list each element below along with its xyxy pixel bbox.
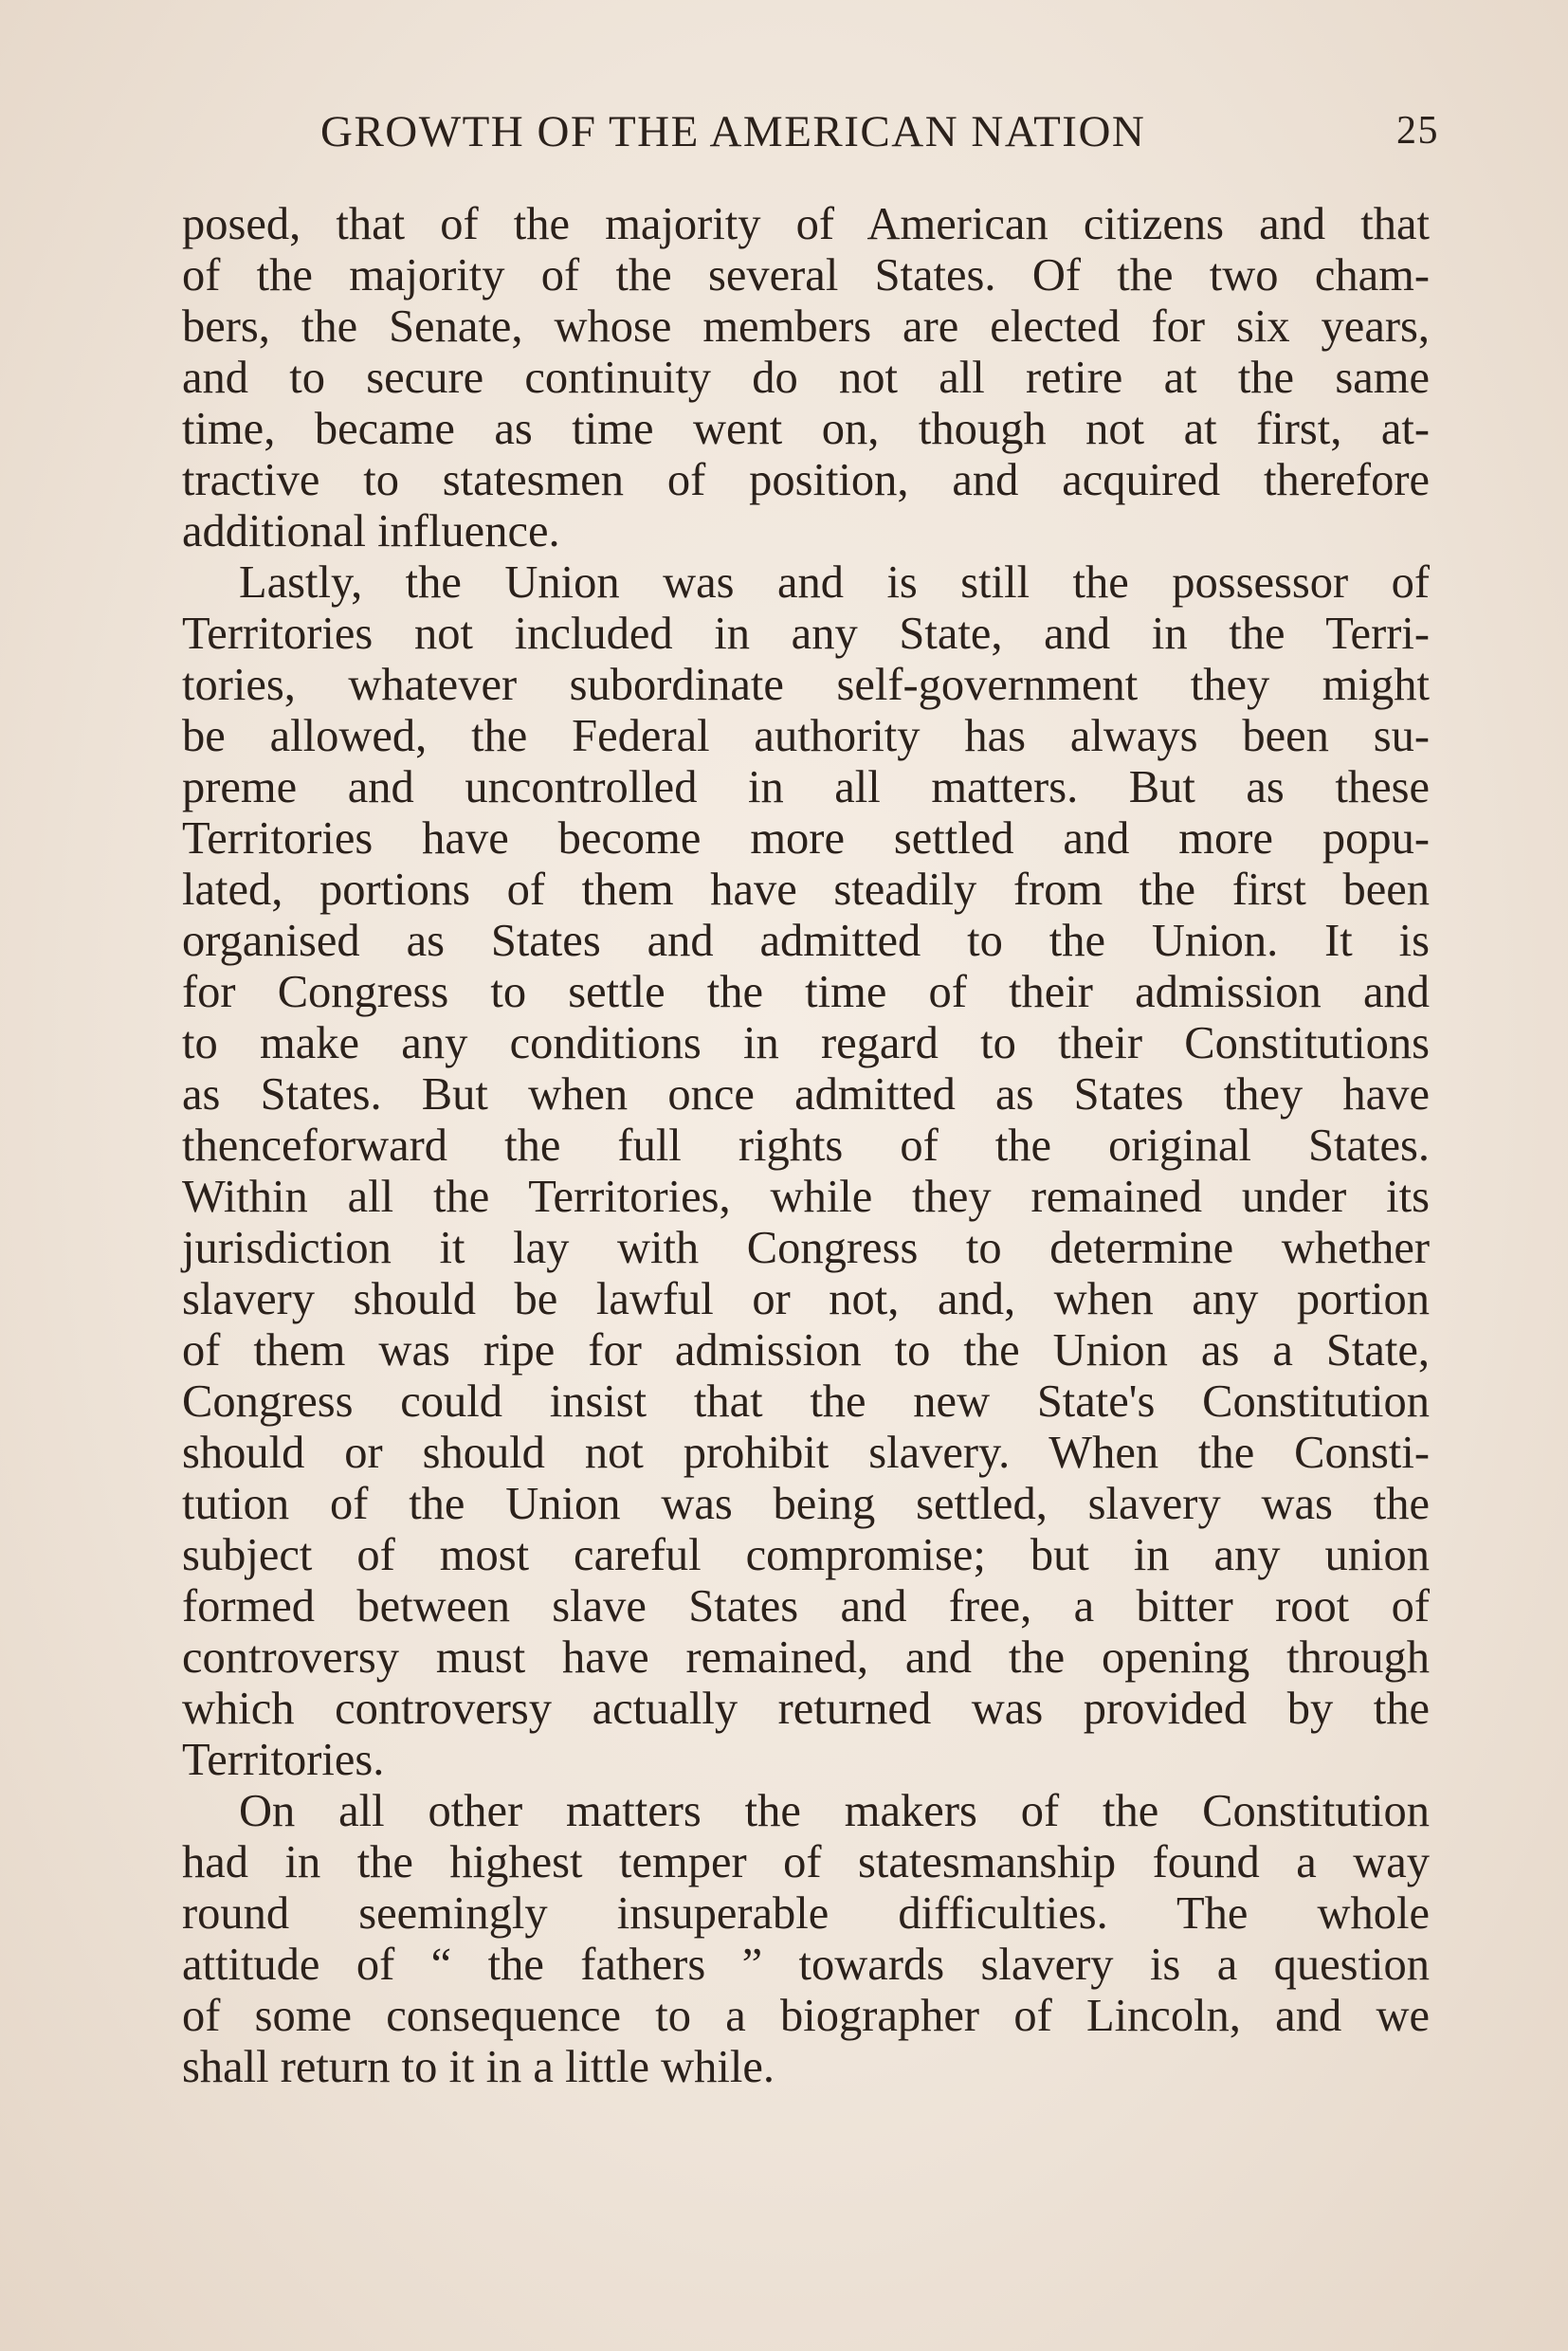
text-line: formed between slave States and free, a bitter root of bbox=[182, 1581, 1430, 1631]
text-line: controversy must have remained, and the opening through bbox=[182, 1632, 1430, 1683]
text-line: as States. But when once admitted as States they have bbox=[182, 1069, 1430, 1120]
text-line: round seemingly insuperable difficulties. The whole bbox=[182, 1888, 1430, 1939]
text-line: jurisdiction it lay with Congress to determine whether bbox=[182, 1223, 1430, 1273]
text-line: lated, portions of them have steadily from the first been bbox=[182, 865, 1430, 915]
paragraph-2 bbox=[182, 557, 1430, 1786]
text-line: slavery should be lawful or not, and, when any portion bbox=[182, 1274, 1430, 1324]
text-line: attitude of “ the fathers ” towards slavery is a question bbox=[182, 1940, 1430, 1990]
text-line: tractive to statesmen of position, and acquired therefore bbox=[182, 455, 1430, 505]
text-line: Territories have become more settled and more popu- bbox=[182, 813, 1430, 864]
paragraph-3 bbox=[182, 1786, 1430, 2093]
text-line: Territories not included in any State, and in the Terri- bbox=[182, 609, 1430, 659]
page-number: 25 bbox=[1396, 109, 1439, 153]
body-text bbox=[182, 199, 1430, 2093]
text-line: subject of most careful compromise; but in any union bbox=[182, 1530, 1430, 1580]
text-line: of some consequence to a biographer of Lincoln, and we bbox=[182, 1991, 1430, 2041]
text-line: to make any conditions in regard to their Constitutions bbox=[182, 1018, 1430, 1068]
text-line: shall return to it in a little while. bbox=[182, 2042, 775, 2092]
text-line: be allowed, the Federal authority has always been su- bbox=[182, 711, 1430, 761]
running-title: GROWTH OF THE AMERICAN NATION bbox=[320, 107, 1146, 156]
running-head bbox=[320, 106, 1439, 163]
text-line: tution of the Union was being settled, slavery was the bbox=[182, 1479, 1430, 1529]
text-line: Territories. bbox=[182, 1735, 385, 1785]
text-line: bers, the Senate, whose members are elected for six years, bbox=[182, 301, 1430, 352]
text-line: of them was ripe for admission to the Union as a State, bbox=[182, 1325, 1430, 1376]
text-line: time, became as time went on, though not at first, at- bbox=[182, 404, 1430, 454]
text-line: had in the highest temper of statesmanship found a way bbox=[182, 1837, 1430, 1887]
text-line: organised as States and admitted to the Union. It is bbox=[182, 916, 1430, 966]
text-line: thenceforward the full rights of the original States. bbox=[182, 1121, 1430, 1171]
text-line: tories, whatever subordinate self-government they might bbox=[182, 660, 1430, 710]
text-line: Congress could insist that the new State's Constitution bbox=[182, 1376, 1430, 1427]
text-line: Lastly, the Union was and is still the possessor of bbox=[239, 557, 1430, 608]
text-line: preme and uncontrolled in all matters. But as these bbox=[182, 762, 1430, 812]
text-line: On all other matters the makers of the Constitution bbox=[239, 1786, 1430, 1836]
text-line: which controversy actually returned was provided by the bbox=[182, 1684, 1430, 1734]
text-line: additional influence. bbox=[182, 506, 560, 556]
text-line: Within all the Territories, while they remained under its bbox=[182, 1172, 1430, 1222]
text-line: posed, that of the majority of American citizens and that bbox=[182, 199, 1430, 249]
text-line: and to secure continuity do not all retire at the same bbox=[182, 353, 1430, 403]
text-line: for Congress to settle the time of their admission and bbox=[182, 967, 1430, 1017]
text-line: of the majority of the several States. Of the two cham- bbox=[182, 250, 1430, 301]
paragraph-1 bbox=[182, 199, 1430, 557]
text-line: should or should not prohibit slavery. When the Consti- bbox=[182, 1428, 1430, 1478]
